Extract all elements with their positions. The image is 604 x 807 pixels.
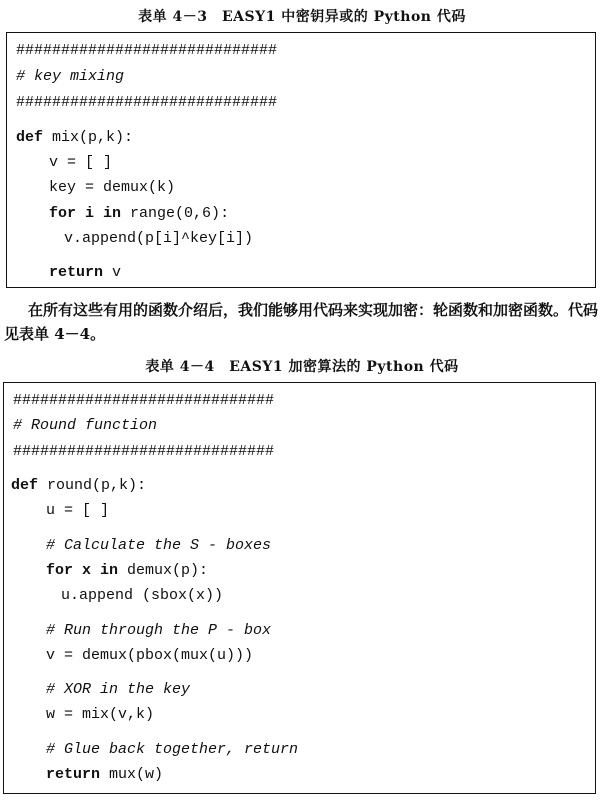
- code-line-key-demux: key = demux(k): [49, 179, 176, 196]
- code-comment-key-mixing: # key mixing: [16, 68, 125, 85]
- loop-variable: x: [73, 562, 101, 579]
- keyword-for: for: [49, 205, 77, 222]
- keyword-def: def: [11, 477, 39, 494]
- return-value: v: [103, 264, 122, 281]
- code-line-def-round: [11, 477, 146, 495]
- code-line-def-mix: [16, 129, 133, 147]
- keyword-return: return: [46, 766, 101, 783]
- code-line-for-loop: [46, 562, 208, 580]
- code-line-return: [49, 264, 121, 282]
- code-line-u-init: u = [ ]: [46, 502, 110, 519]
- code-comment-sboxes: # Calculate the S - boxes: [46, 537, 272, 554]
- code-listing-round-function: [3, 382, 596, 794]
- body-paragraph: 在所有这些有用的函数介绍后，我们能够用代码来实现加密：轮函数和加密函数。代码见表单 4－4。: [4, 301, 599, 343]
- code-line-u-append: u.append (sbox(x)): [61, 587, 224, 604]
- hash-divider-top: #############################: [13, 392, 275, 409]
- def-signature: mix(p,k):: [43, 129, 134, 146]
- hash-divider-bottom: #############################: [16, 94, 278, 111]
- code-line-v-init: v = [ ]: [49, 154, 113, 171]
- keyword-def: def: [16, 129, 44, 146]
- code-line-for-loop: [49, 205, 229, 223]
- loop-range: range(0,6):: [121, 205, 230, 222]
- hash-divider-bottom: #############################: [13, 443, 275, 460]
- keyword-for: for: [46, 562, 74, 579]
- code-line-w-assign: w = mix(v,k): [46, 706, 155, 723]
- def-signature: round(p,k):: [38, 477, 147, 494]
- keyword-return: return: [49, 264, 104, 281]
- code-line-return: [46, 766, 163, 784]
- loop-variable: i: [76, 205, 104, 222]
- code-comment-pbox: # Run through the P - box: [46, 622, 272, 639]
- code-line-append: v.append(p[i]^key[i]): [64, 230, 254, 247]
- keyword-in: in: [103, 205, 122, 222]
- hash-divider-top: #############################: [16, 42, 278, 59]
- keyword-in: in: [100, 562, 119, 579]
- loop-iterable: demux(p):: [118, 562, 209, 579]
- code-comment-xor: # XOR in the key: [46, 681, 191, 698]
- code-comment-round-function: # Round function: [13, 417, 158, 434]
- table-4-3-caption: 表单 4－3 EASY1 中密钥异或的 Python 代码: [138, 9, 466, 25]
- code-line-v-assign: v = demux(pbox(mux(u))): [46, 647, 254, 664]
- table-4-4-caption: 表单 4－4 EASY1 加密算法的 Python 代码: [145, 359, 459, 375]
- code-comment-glue: # Glue back together, return: [46, 741, 299, 758]
- code-listing-key-mixing: [6, 32, 596, 288]
- return-value: mux(w): [100, 766, 164, 783]
